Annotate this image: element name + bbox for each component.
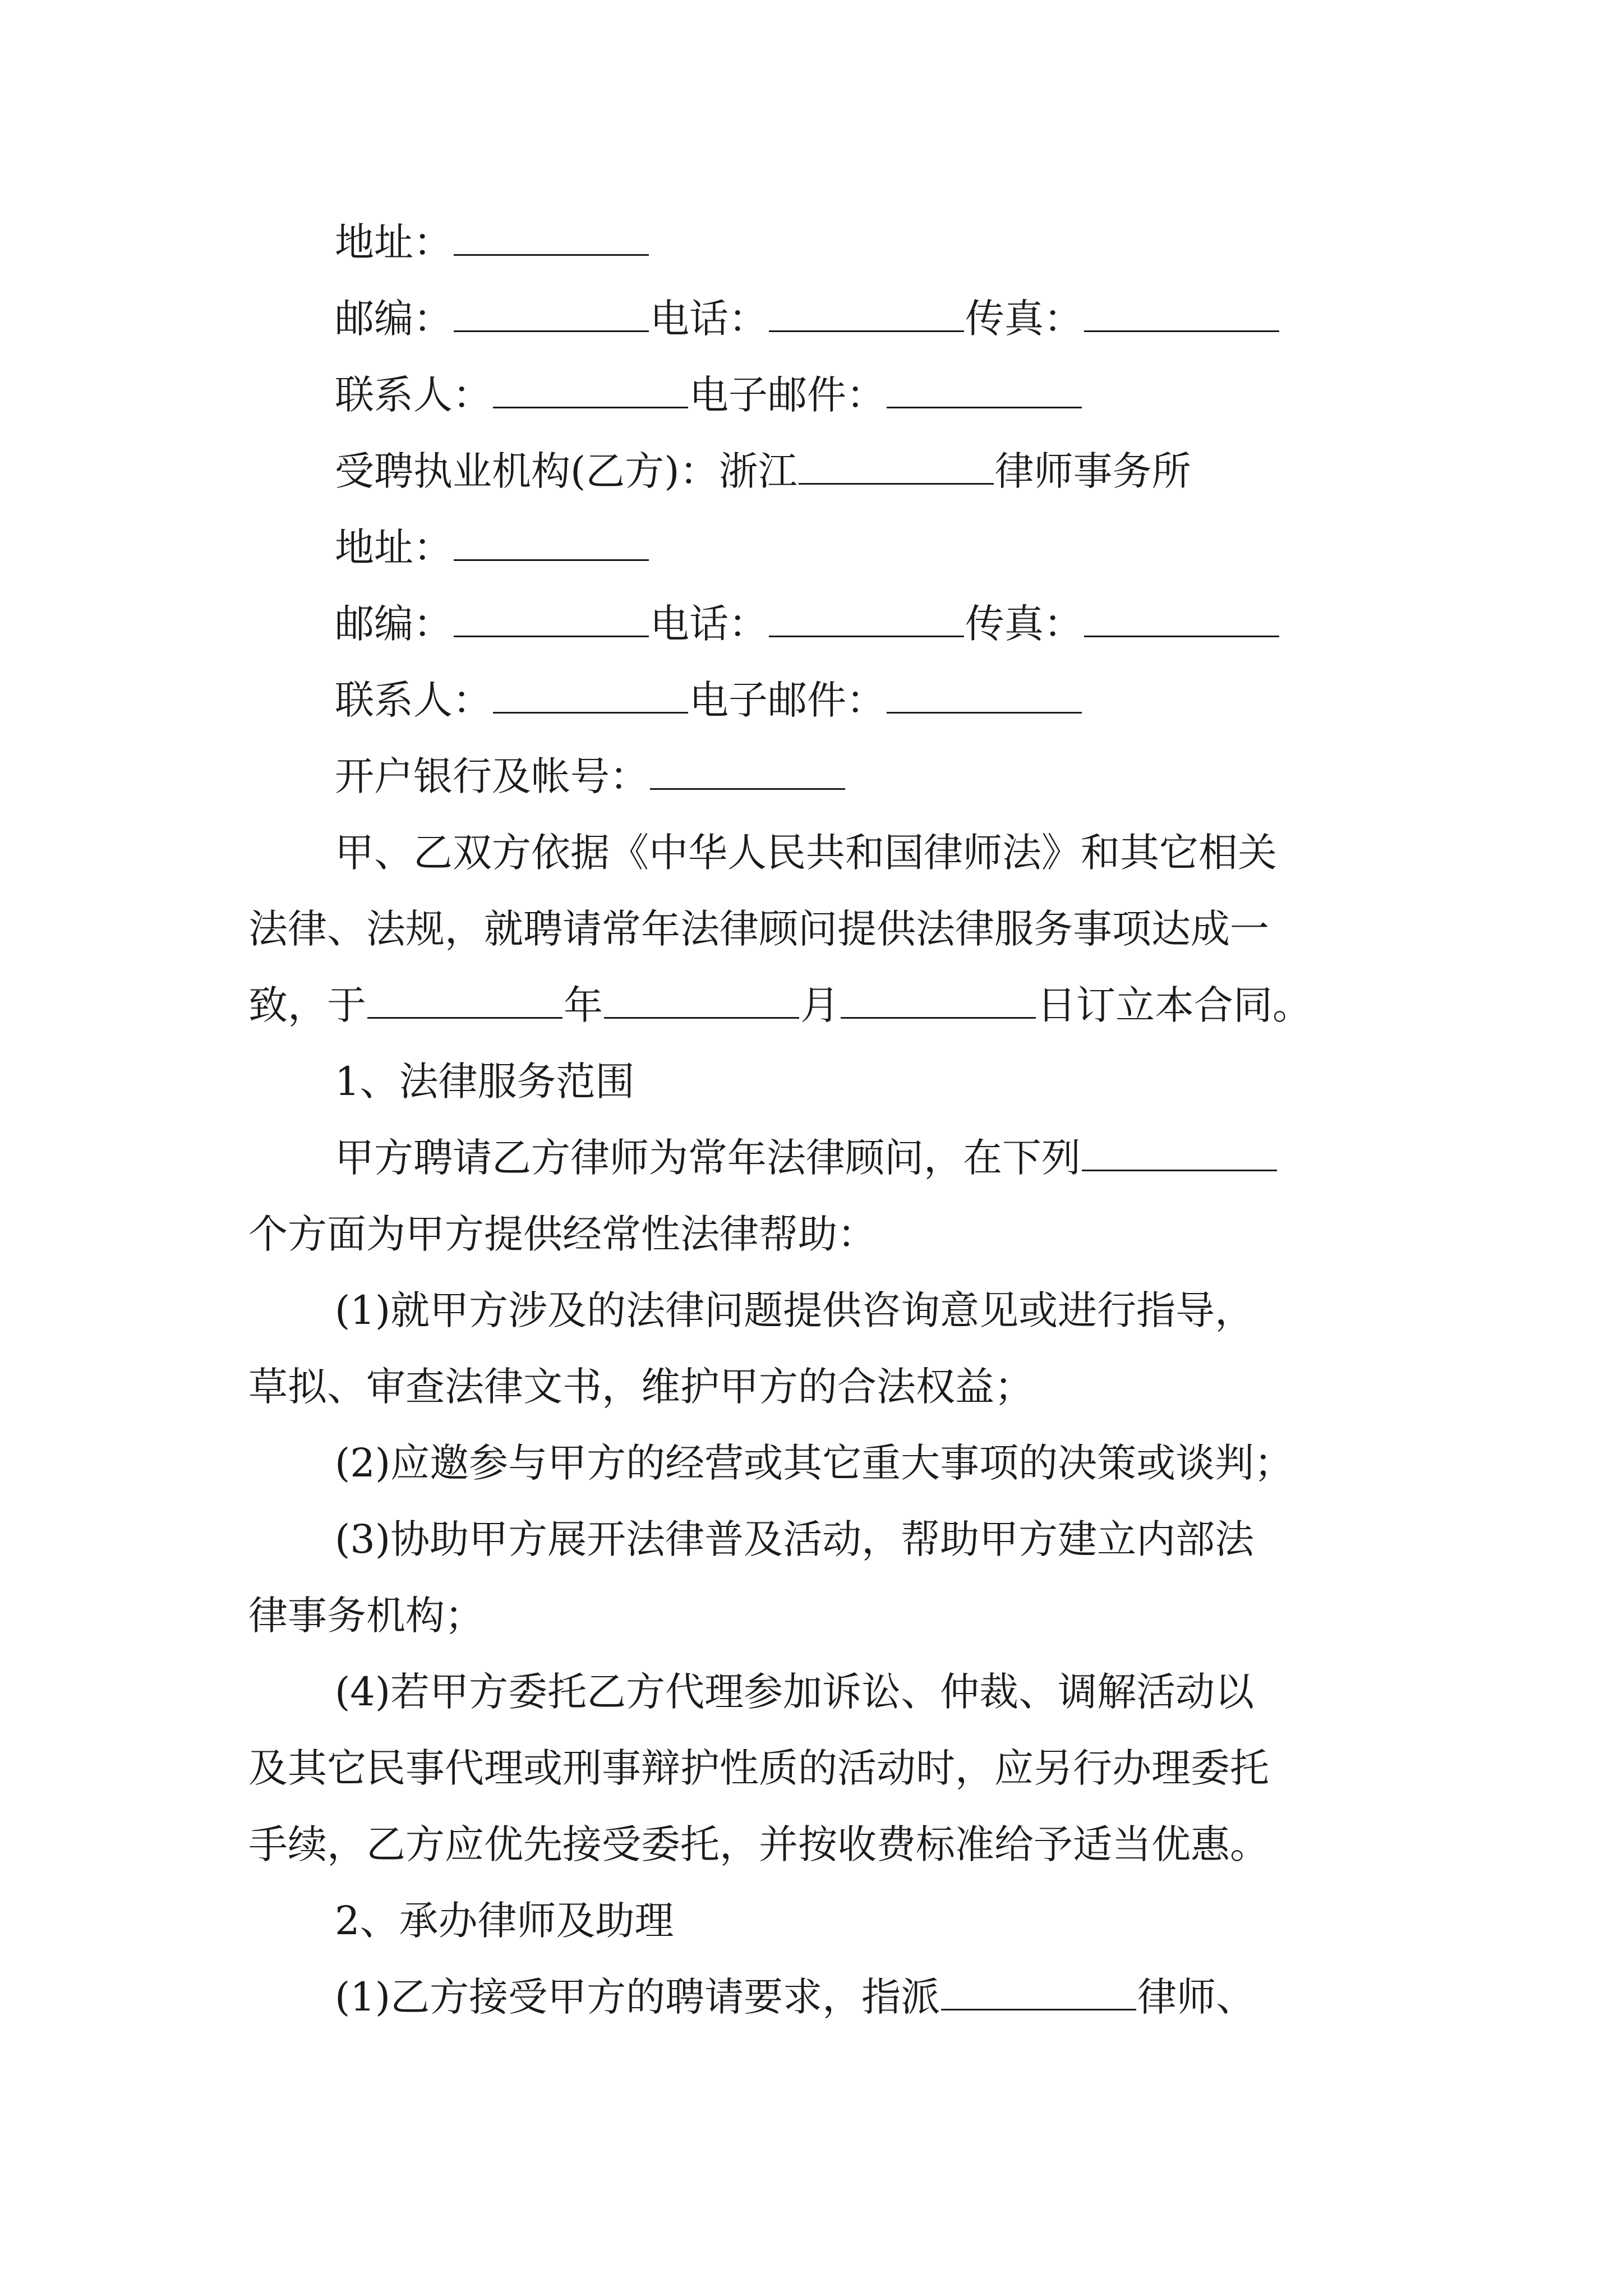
party-a-contact-person-line [0,361,1623,429]
fax-blank [1084,328,1279,332]
paragraph-text: 及其它民事代理或刑事辩护性质的活动时，应另行办理委托 [248,1745,1269,1791]
paragraph-text: 律师、 [1137,1974,1256,2020]
paragraph-text: 手续，乙方应优先接受委托，并按收费标准给予适当优惠。 [248,1821,1269,1867]
phone-blank [769,328,964,332]
preamble-text: 致，于 [248,982,366,1028]
party-b-address-line [0,514,1623,581]
section-1-intro-line-1 [0,1124,1623,1191]
fax-label: 传真： [965,601,1083,647]
address-label: 地址： [335,524,453,570]
party-b-org-line [0,438,1623,505]
postcode-label: 邮编： [335,296,453,342]
address-blank [454,557,649,561]
contact-label: 联系人： [335,677,492,723]
address-blank [454,252,649,256]
section-1-intro-line-2 [0,1200,1623,1268]
address-label: 地址： [335,219,453,265]
section-1-item-1-line-2 [0,1353,1623,1420]
bank-label: 开户银行及帐号： [335,753,649,799]
preamble-line-2 [0,895,1623,963]
paragraph-text: 草拟、审查法律文书，维护甲方的合法权益； [248,1364,1034,1410]
org-suffix: 律师事务所 [994,448,1191,494]
paragraph-text: (4)若甲方委托乙方代理参加诉讼、仲裁、调解活动以 [335,1669,1255,1715]
count-blank [1082,1167,1277,1171]
bank-blank [650,786,845,790]
contact-blank [493,404,688,408]
fax-label: 传真： [965,296,1083,342]
paragraph-text: (2)应邀参与甲方的经营或其它重大事项的决策或谈判； [335,1440,1294,1486]
contact-blank [493,710,688,714]
paragraph-text: (1)就甲方涉及的法律问题提供咨询意见或进行指导， [335,1287,1255,1333]
party-b-contact-person-line [0,666,1623,734]
section-1-item-2 [0,1429,1623,1497]
email-label: 电子邮件： [689,677,886,723]
fax-blank [1084,633,1279,637]
section-1-item-4-line-2 [0,1734,1623,1802]
org-blank [799,481,994,485]
postcode-blank [454,328,649,332]
preamble-text: 法律、法规，就聘请常年法律顾问提供法律服务事项达成一 [248,906,1269,952]
section-1-item-1-line-1 [0,1277,1623,1344]
party-a-address-line [0,209,1623,276]
org-label: 受聘执业机构(乙方)：浙江 [335,448,797,494]
section-1-heading [0,1048,1623,1115]
day-blank [841,1015,1036,1019]
section-1-item-4-line-3 [0,1811,1623,1878]
paragraph-text: 甲方聘请乙方律师为常年法律顾问，在下列 [335,1135,1081,1181]
month-blank [604,1015,799,1019]
year-blank [367,1015,562,1019]
section-1-item-3-line-2 [0,1582,1623,1649]
email-label: 电子邮件： [689,372,886,418]
section-1-item-4-line-1 [0,1658,1623,1726]
preamble-line-3 [0,972,1623,1039]
paragraph-text: 个方面为甲方提供经常性法律帮助： [248,1211,877,1257]
party-a-contact-numbers-line [0,285,1623,352]
contact-label: 联系人： [335,372,492,418]
lawyer-blank [941,2007,1136,2010]
party-b-bank-line [0,743,1623,810]
paragraph-text: 律事务机构； [248,1593,484,1639]
phone-label: 电话： [650,296,768,342]
postcode-label: 邮编： [335,601,453,647]
section-heading: 2、承办律师及助理 [335,1898,674,1944]
month-label: 月 [800,982,840,1028]
section-heading: 1、法律服务范围 [335,1059,635,1105]
email-blank [887,404,1082,408]
year-label: 年 [564,982,603,1028]
section-1-item-3-line-1 [0,1506,1623,1573]
section-2-heading [0,1887,1623,1954]
paragraph-text: (3)协助甲方展开法律普及活动，帮助甲方建立内部法 [335,1516,1255,1562]
section-2-item-1-line-1 [0,1963,1623,2031]
preamble-text: 甲、乙双方依据《中华人民共和国律师法》和其它相关 [335,830,1277,876]
phone-label: 电话： [650,601,768,647]
preamble-line-1 [0,819,1623,886]
phone-blank [769,633,964,637]
email-blank [887,710,1082,714]
postcode-blank [454,633,649,637]
paragraph-text: (1)乙方接受甲方的聘请要求，指派 [335,1974,940,2020]
party-b-contact-numbers-line [0,590,1623,657]
preamble-text: 日订立本合同。 [1037,982,1312,1028]
